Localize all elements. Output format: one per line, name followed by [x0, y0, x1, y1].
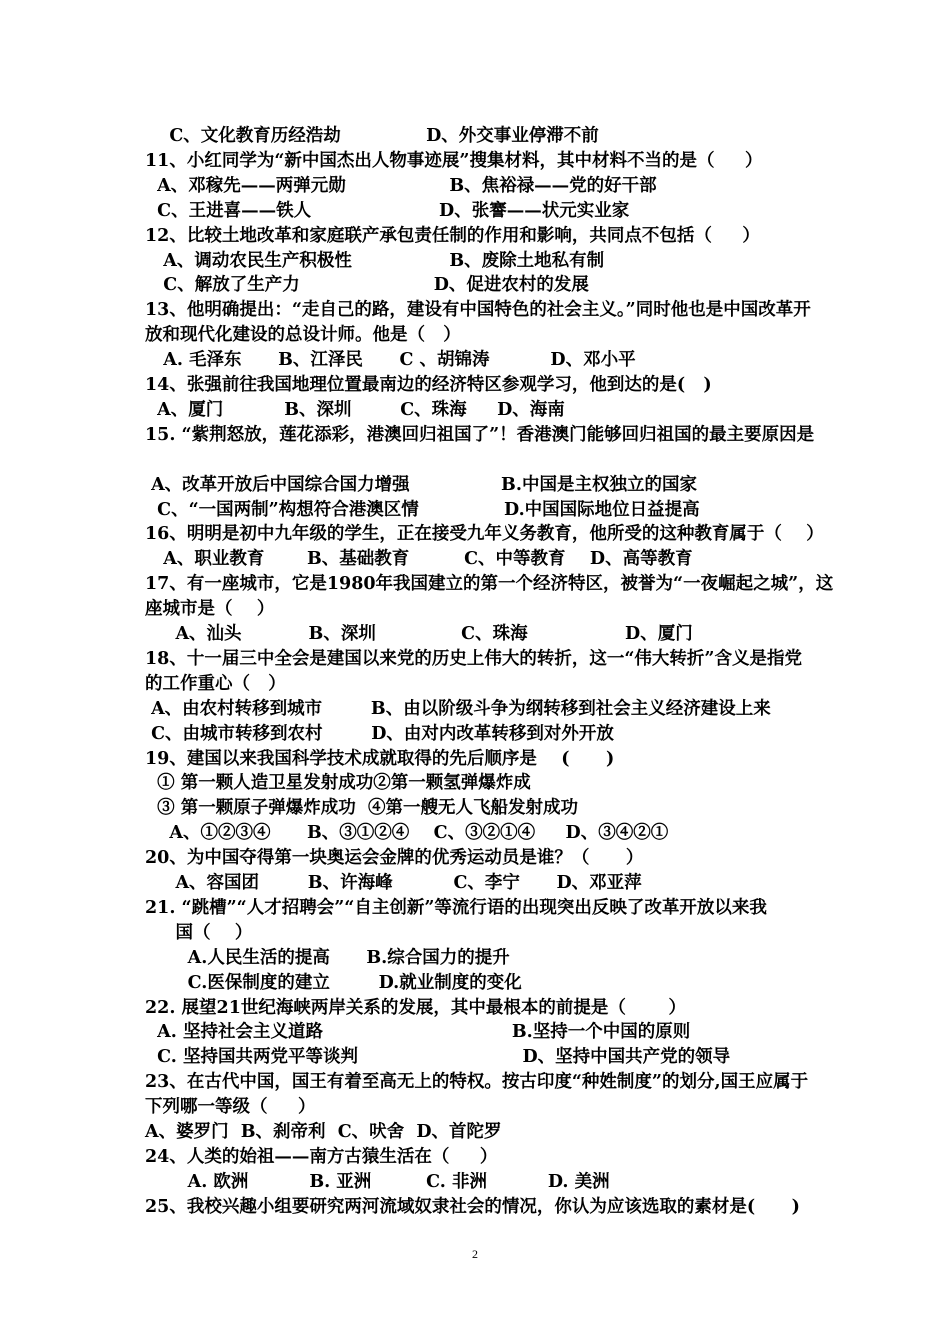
- text-line: A、①②③④ B、③①②④ C、③②①④ D、③④②①: [145, 823, 669, 844]
- text-line: 13、他明确提出：“走自己的路，建设有中国特色的社会主义。”同时他也是中国改革开: [145, 300, 811, 321]
- text-line: 17、有一座城市，它是1980年我国建立的第一个经济特区，被誉为“一夜崛起之城”，这: [145, 574, 834, 595]
- text-line: A.人民生活的提高 B.综合国力的提升: [145, 947, 510, 968]
- text-line: A. 欧洲 B. 亚洲 C. 非洲 D. 美洲: [145, 1171, 610, 1192]
- text-line: A、职业教育 B、基础教育 C、中等教育 D、高等教育: [145, 549, 693, 570]
- text-line: 24、人类的始祖——南方古猿生活在（ ）: [145, 1146, 498, 1167]
- text-line: 15. “紫荆怒放，莲花添彩，港澳回归祖国了”！香港澳门能够回归祖国的最主要原因是: [145, 424, 815, 445]
- text-line: ③ 第一颗原子弹爆炸成功 ④第一艘无人飞船发射成功: [145, 798, 578, 819]
- text-line: A、厦门 B、深圳 C、珠海 D、海南: [145, 399, 565, 420]
- text-line: 25、我校兴趣小组要研究两河流域奴隶社会的情况，你认为应该选取的素材是( ): [145, 1196, 800, 1217]
- text-line: ① 第一颗人造卫星发射成功②第一颗氢弹爆炸成: [145, 773, 531, 794]
- text-line: 放和现代化建设的总设计师。他是（ ）: [145, 325, 461, 346]
- text-line: 的工作重心（ ）: [145, 673, 286, 694]
- text-line: C、王进喜——铁人 D、张謇——状元实业家: [145, 200, 630, 221]
- text-line: A、容国团 B、许海峰 C、李宁 D、邓亚萍: [145, 873, 642, 893]
- text-line: 12、比较土地改革和家庭联产承包责任制的作用和影响，共同点不包括（ ）: [145, 225, 760, 246]
- text-line: A. 毛泽东 B、江泽民 C 、胡锦涛 D、邓小平: [145, 350, 636, 371]
- text-line: A、邓稼先——两弹元勋 B、焦裕禄——党的好干部: [145, 175, 657, 196]
- text-line: A、调动农民生产积极性 B、废除土地私有制: [145, 250, 605, 271]
- text-line: C、由城市转移到农村 D、由对内改革转移到对外开放: [145, 723, 614, 744]
- text-line: 18、十一届三中全会是建国以来党的历史上伟大的转折，这一“伟大转折”含义是指党: [145, 648, 802, 669]
- text-line: 21. “跳槽”“人才招聘会”“自主创新”等流行语的出现突出反映了改革开放以来我: [145, 897, 767, 918]
- text-line: A. 坚持社会主义道路 B.坚持一个中国的原则: [145, 1022, 691, 1043]
- text-line: 14、张强前往我国地理位置最南边的经济特区参观学习，他到达的是( ): [145, 375, 712, 395]
- text-line: C、解放了生产力 D、促进农村的发展: [145, 275, 589, 296]
- text-line: 下列哪一等级（ ）: [145, 1097, 316, 1118]
- text-line: 19、建国以来我国科学技术成就取得的先后顺序是 ( ): [145, 748, 615, 769]
- text-line: 22. 展望21世纪海峡两岸关系的发展，其中最根本的前提是（ ）: [145, 997, 687, 1018]
- text-line: A、由农村转移到城市 B、由以阶级斗争为纲转移到社会主义经济建设上来: [145, 698, 771, 719]
- text-line: 座城市是（ ）: [145, 599, 275, 620]
- text-line: A、汕头 B、深圳 C、珠海 D、厦门: [145, 624, 693, 644]
- text-line: C、“一国两制”构想符合港澳区情 D.中国国际地位日益提高: [145, 499, 700, 520]
- text-line: 16、明明是初中九年级的学生，正在接受九年义务教育，他所受的这种教育属于（ ）: [145, 524, 824, 545]
- text-line: 20、为中国夺得第一块奥运会金牌的优秀运动员是谁？（ ）: [145, 848, 644, 869]
- text-line: C、文化教育历经浩劫 D、外交事业停滞不前: [145, 126, 599, 146]
- text-line: C. 坚持国共两党平等谈判 D、坚持中国共产党的领导: [145, 1047, 731, 1068]
- page-number: 2: [472, 1247, 478, 1261]
- text-line: A、改革开放后中国综合国力增强 B.中国是主权独立的国家: [145, 474, 697, 495]
- text-line: 23、在古代中国，国王有着至高无上的特权。按古印度“种姓制度”的划分,国王应属于: [145, 1072, 809, 1093]
- text-line: 11、小红同学为“新中国杰出人物事迹展”搜集材料，其中材料不当的是（ ）: [145, 150, 763, 171]
- text-line: C.医保制度的建立 D.就业制度的变化: [145, 972, 522, 993]
- text-line: 国（ ）: [145, 922, 253, 943]
- text-line: A、婆罗门 B、刹帝利 C、吠舍 D、首陀罗: [145, 1122, 502, 1142]
